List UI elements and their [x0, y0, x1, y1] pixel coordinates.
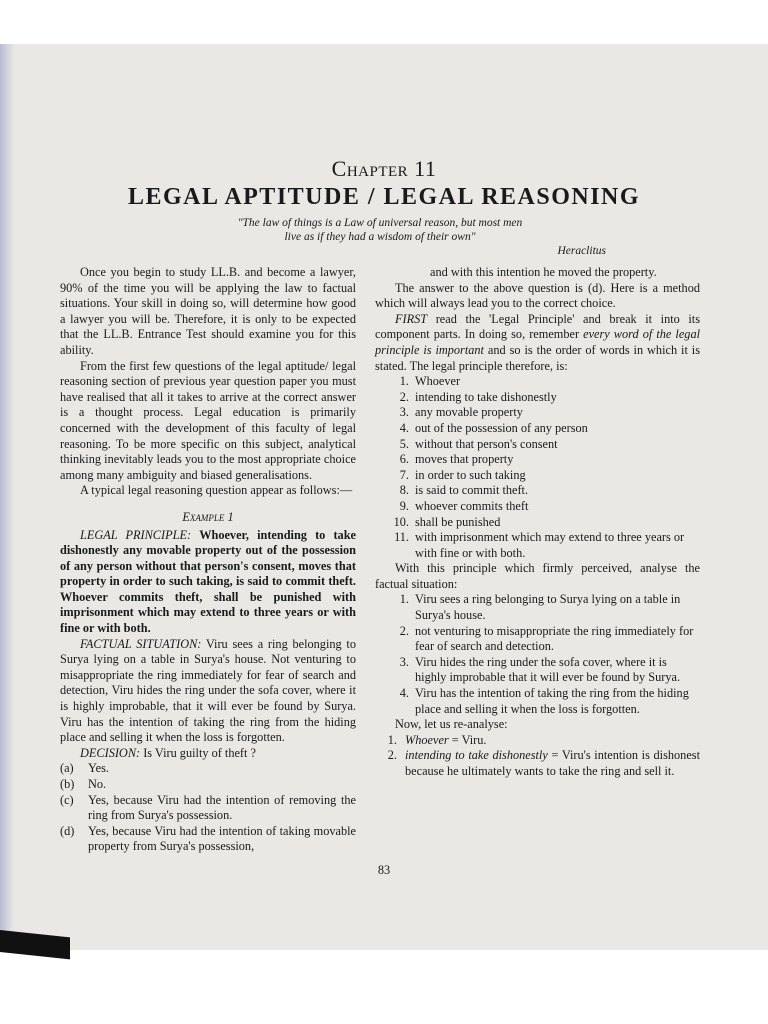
first-step-paragraph: FIRST read the 'Legal Principle' and break it into its component parts. In doing so, remember every word of the legal principle is important and so is the order of words in which it is stated. The legal principle therefore, is: [375, 311, 701, 373]
list-item: 9. whoever commits theft [399, 498, 529, 513]
legal-principle [60, 528, 356, 637]
list-item: 3. Viru hides the ring under the sofa cover, where it is highly improbable that it will ever be found by Surya. [399, 654, 681, 685]
facts-list [375, 592, 700, 717]
list-item: 3. any movable property [399, 405, 523, 420]
list-item: 4. out of the possession of any person [399, 420, 588, 435]
emphasis-text: every word of the legal principle is important [375, 327, 701, 357]
list-item: 2. intending to take dishonestly = Viru's intention is dishonest because he ultimately wants to take the ring and sell it. [387, 748, 700, 778]
intro-paragraph-3: A typical legal reasoning question appear as follows:— [80, 483, 353, 498]
legal-principle-label: LEGAL PRINCIPLE: [80, 527, 192, 542]
factual-situation-text: Viru sees a ring belonging to Surya lying on a table in Surya's house. Not venturing to misappropriate the ring immediately for fear of search and detection, Viru hides the ring under the sofa cover, where it is highly improbable, that it will ever be found by Surya. Viru has the intention of taking the ring from the hiding place and selling it when the loss is forgotten. [60, 636, 356, 745]
principle-components-list [375, 374, 700, 561]
answer-options [60, 761, 356, 855]
factual-situation [60, 637, 356, 746]
chapter-title: LEGAL APTITUDE / LEGAL REASONING [127, 184, 641, 210]
answer-option: (b) No. [60, 777, 107, 791]
list-item: 7. in order to such taking [399, 467, 526, 482]
factual-situation-label: FACTUAL SITUATION: [80, 636, 202, 651]
right-column [375, 265, 700, 780]
list-item: 11. with imprisonment which may extend to three years or with fine or with both. [394, 530, 685, 560]
epigraph-line-1: "The law of things is a Law of universal reason, but most men [237, 217, 523, 229]
list-item: 5. without that person's consent [399, 436, 558, 451]
epigraph [180, 216, 580, 244]
answer-option: (a) Yes. [60, 761, 109, 776]
analyse-paragraph: With this principle which firmly perceived, analyse the factual situation: [375, 561, 700, 591]
answer-option: (c) Yes, because Viru had the intention of removing the ring from Surya's possession. [60, 792, 356, 823]
intro-paragraph-2: From the first few questions of the legal aptitude/ legal reasoning section of previous year question paper you must have realised that all it takes to arrive at the correct answer is a thought process. Legal education is primarily concerned with the development of this faculty of legal reasoning. To be more specific on this subject, analytical thinking inevitably leads you to the most appropriate choice among many ambiguity and biased generalisations. [60, 358, 356, 482]
legal-principle-text: Whoever, intending to take dishonestly any movable property out of the possession of any person without that person's consent, moves that property in order to such taking, is said to commit theft. Whoever commits theft, shall be punished with imprisonment which may extend to three years or with fine or with both. [60, 527, 356, 636]
decision [60, 746, 356, 762]
list-item: 1. Viru sees a ring belonging to Surya lying on a table in Surya's house. [399, 592, 681, 623]
left-column [60, 265, 356, 855]
list-item: 2. intending to take dishonestly [399, 389, 557, 404]
reanalyse-paragraph: Now, let us re-analyse: [395, 717, 508, 732]
list-item: 2. not venturing to misappropriate the ring immediately for fear of search and detection. [399, 623, 694, 654]
answer-option: (d) Yes, because Viru had the intention of taking movable property from Surya's possession, [60, 823, 356, 854]
decision-label: DECISION: [80, 745, 141, 760]
decision-text: Is Viru guilty of theft ? [143, 745, 256, 760]
list-item: 8. is said to commit theft. [399, 483, 529, 498]
continuation-text: and with this intention he moved the property. [430, 265, 657, 279]
page-number: 83 [377, 863, 391, 877]
answer-paragraph: The answer to the above question is (d). Here is a method which will always lead you to the correct choice. [375, 280, 700, 311]
epigraph-line-2: live as if they had a wisdom of their own" [284, 231, 476, 243]
example-heading: Example 1 [182, 509, 234, 524]
list-item: 4. Viru has the intention of taking the ring from the hiding place and selling it when the loss is forgotten. [399, 686, 689, 716]
list-item: 1. Whoever = Viru. [387, 732, 487, 747]
chapter-label: Chapter 11 [331, 156, 437, 181]
book-page [0, 44, 768, 950]
intro-paragraph-1: Once you begin to study LL.B. and become a lawyer, 90% of the time you will be applying the law to factual situations. Your skill in doing so, will determine how good a lawyer you will be. Therefore, it is only to be expected that the LL.B. Entrance Test should examine you for this ability. [60, 265, 356, 357]
list-item: 10. shall be punished [393, 514, 501, 529]
epigraph-attribution: Heraclitus [557, 245, 606, 257]
list-item: 1. Whoever [399, 374, 461, 389]
list-item: 6. moves that property [399, 452, 514, 467]
reanalysis-list [375, 733, 700, 780]
